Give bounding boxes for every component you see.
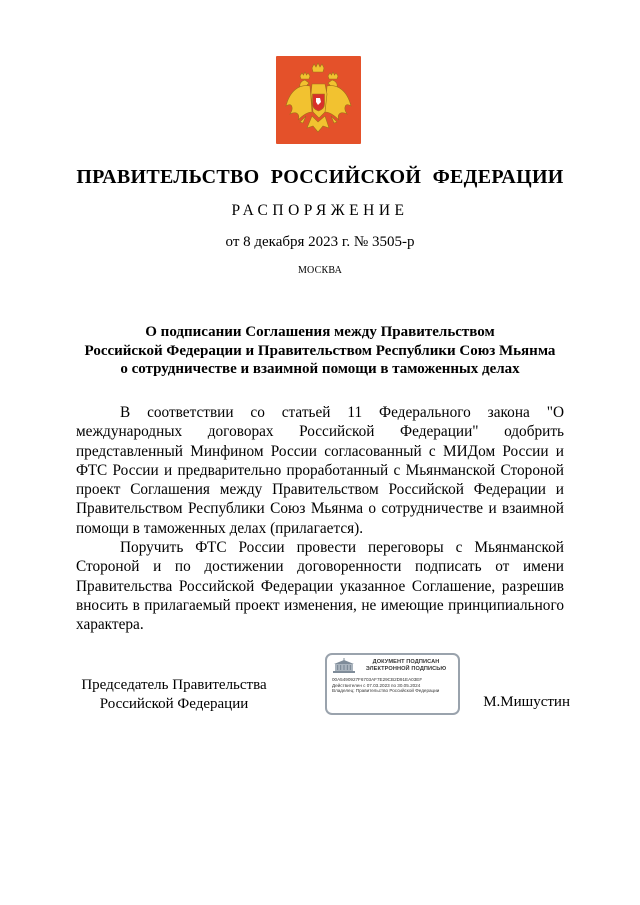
body-paragraph: В соответствии со статьей 11 Федерального закона "О международных договорах Российской Федерации" одобрить представленный Минфином России согласованный с МИДом России и ФТС России и предварительно проработанный с Мьянманской Стороной проект Соглашения между Правительством Российской Федерации и Правительством Республики Союз Мьянма о сотрудничестве и взаимной помощи в таможенных делах (прилагается).: [76, 404, 564, 537]
stamp-title-line: ЭЛЕКТРОННОЙ ПОДПИСЬЮ: [365, 666, 447, 672]
subject-line: о сотрудничестве и взаимной помощи в таможенных делах: [120, 361, 520, 377]
subject-line: Российской Федерации и Правительством Республики Союз Мьянма: [84, 342, 556, 359]
document-subject: [60, 323, 580, 379]
subject-line: О подписании Соглашения между Правительством: [145, 324, 495, 340]
document-type: РАСПОРЯЖЕНИЕ: [231, 202, 409, 219]
document-date-number: от 8 декабря 2023 г. № 3505-р: [225, 234, 415, 250]
stamp-certificate: 00A5490927F6703AF7E29CB2D91EA03EF: [332, 677, 423, 682]
coat-of-arms-icon: [276, 56, 361, 144]
stamp-validity: Действителен с 07.03.2023 по 30.05.2024: [332, 682, 421, 688]
body-paragraph: Поручить ФТС России провести переговоры с Мьянманской Стороной и по достижении договоренности подписать от имени Правительства Российской Федерации указанное Соглашение, разрешив вносить в прилагаемый проект изменения, не имеющие принципиального характера.: [76, 539, 564, 634]
signatory-position: [70, 676, 278, 714]
document-city: МОСКВА: [297, 265, 343, 276]
signatory-position-line: Российской Федерации: [99, 696, 249, 712]
electronic-signature-stamp: [325, 653, 460, 715]
signatory-position-line: Председатель Правительства: [81, 677, 267, 693]
document-body: [76, 403, 564, 635]
signatory-name: М.Мишустин: [483, 694, 570, 710]
government-building-icon: [332, 658, 356, 674]
stamp-title: [359, 659, 453, 672]
stamp-owner: Владелец: Правительство Российской Федерации: [332, 688, 440, 694]
stamp-title-line: ДОКУМЕНТ ПОДПИСАН: [372, 659, 440, 666]
government-title: ПРАВИТЕЛЬСТВО РОССИЙСКОЙ ФЕДЕРАЦИИ: [76, 166, 564, 188]
